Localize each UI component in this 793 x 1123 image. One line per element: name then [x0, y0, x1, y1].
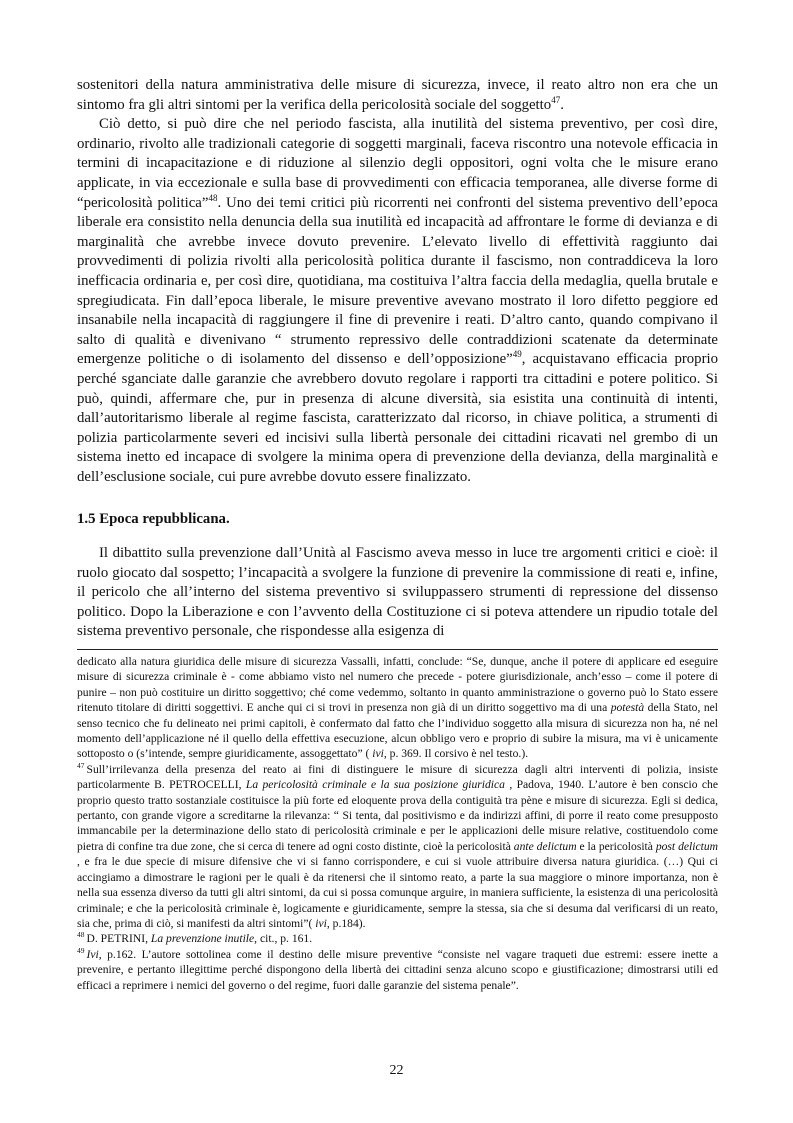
footnote-48: $^{48}$ D. PETRINI, La prevenzione inutile, cit., p. 161.: [77, 930, 313, 946]
footnote-number-47: 47: [77, 760, 85, 770]
footnote-number-49: 49: [77, 945, 85, 955]
section-body-text: [77, 544, 718, 642]
page-number: 22: [389, 1063, 404, 1078]
section-heading: 1.5 Epoca repubblicana.: [77, 511, 230, 527]
footnote-49: $^{49}$ Ivi, p.162. L’autore sottolinea come il destino delle misure preventive “consiste nel vagare traqueti due estremi: essere inette a prevenire, e pertanto illegittime perché dispongono della libertà dei cittadini senza alcuno scopo e giustificazione; dimostrarsi utili ed efficaci a reprimere i nemici del governo o del regime, fuori dalle garanzie del sistema penale”.: [77, 945, 718, 992]
main-body-text: [77, 76, 718, 487]
footnote-divider: [77, 649, 718, 650]
footnote-46-continuation: dedicato alla natura giuridica delle misure di sicurezza Vassalli, infatti, conclude: “Se, dunque, anche il potere di applicare ed eseguire misure di sicurezza criminale è - come abbiamo visto nel numero che precede - potere giurisdizionale, anch’esso – come il potere di punire – non può costituire un diritto soggettivo; ché come vedemmo, soltanto in quanto amministrazione o governo può lo Stato essere ritenuto titolare di diritti soggettivi. E anche qui ci si trovi in presenza non già di un diritto soggettivo ma di una potestà della Stato, nel senso tecnico che fu delineato nei primi capitoli, è confermato dal fatto che l’individuo soggetto alla misura di sicurezza non ha, né nel momento dell’applicazione né il quello della effettiva esecuzione, alcun obbligo vero e proprio di subire la misura, ma vi è unicamente sottoposto o (s’intende, sempre giuridicamente, assoggettato” ( ivi, p. 369. Il corsivo è nel testo.).: [77, 655, 718, 761]
footnote-47: $^{47}$ Sull’irrilevanza della presenza del reato ai fini di distinguere le misure di sicurezza dagli altri interventi di polizia, insiste particolarmente B. PETROCELLI, La pericolosità criminale e la sua posizione giuridica , Padova, 1940. L’autore è ben conscio che proprio questo tratto sostanziale costituisce la più forte ed eloquente prova della contiguità tra pène e misure di sicurezza. Egli si dedica, pertanto, con grande vigore a screditarne la rilevanza: “ Si tenta, dal positivismo e da indirizzi affini, di porre il reato come presupposto immancabile per la determinazione dello stato di pericolosità criminale e per le applicazioni delle misure relative, costituendolo come pietra di confine tra due zone, che si cerca di tenere ad ogni costo distinte, cioè la pericolosità ante delictum e la pericolosità post delictum , e fra le due specie di misure difensive che vi si fanno corrispondere, e cui si vuole attribuire diversa natura giuridica. (…) Qui ci accingiamo a dimostrare le ragioni per le quali è da ritenersi che il sintomo reato, a parte la sua maggiore o minore importanza, non è nella sua essenza diverso da tutti gli altri sintomi, da cui si possa comunque arguire, in maniera sufficiente, la esistenza di una pericolosità criminale; e che la pericolosità criminale è, logicamente e giuridicamente, sempre la stessa, sia che si desuma dal verificarsi di un reato, sia che, prima di ciò, si manifesti da altri sintomi”( ivi, p.184).: [77, 760, 719, 930]
footnote-ref-47[interactable]: 47: [551, 94, 561, 105]
paragraph-republican-era: Il dibattito sulla prevenzione dall’Unità al Fascismo aveva messo in luce tre argomenti critici e cioè: il ruolo giocato dal sospetto; l’incapacità a svolgere la funzione di prevenire la commissione di reati e, infine, il pericolo che all’interno del sistema preventivo si sviluppassero strumenti di repressione del dissenso politico. Dopo la Liberazione e con l’avvento della Costituzione ci si poteva attendere un ripudio totale del sistema preventivo personale, che rispondesse alla esigenza di: [77, 545, 718, 640]
footnote-number-48: 48: [77, 930, 85, 940]
footnote-ref-49[interactable]: 49: [512, 349, 522, 360]
paragraph-fascist-period: Ciò detto, si può dire che nel periodo fascista, alla inutilità del sistema preventivo, per così dire, ordinario, rivolto alle tradizionali categorie di soggetti marginali, faceva riscontro una notevole efficacia in termini di incapacitazione e di riduzione al silenzio degli oppositori, ogni volta che le misure erano applicate, in via eccezionale e sulla base di provvedimenti con efficacia temporanea, alle diverse forme di “pericolosità politica”$^{48}$. Uno dei temi critici più ricorrenti nei confronti del sistema preventivo dell’epoca liberale era consistito nella denuncia della sua inutilità ed incapacità ad affrontare le forme di devianza e di marginalità che avrebbe invece dovuto prevenire. L’elevato livello di effettività raggiunto dai provvedimenti di polizia rivolti alla pericolosità politica durante il fascismo, non contraddiceva la loro inefficacia ordinaria e, per così dire, quotidiana, ma costituiva l’altra faccia della medaglia, quella brutale e spregiudicata. Fin dall’epoca liberale, le misure preventive avevano mostrato il loro difetto peggiore ed insanabile nella incapacità di raggiungere il fine di prevenire i reati. D’altro canto, quando compivano il salto di qualità e divenivano “ strumento repressivo delle contraddizioni scatenate da determinate emergenze politiche o di isolamento del dissenso e dell’opposizione”$^{49}$, acquistavano efficacia proprio perché sganciate dalle garanzie che avrebbero dovuto regolare i rapporti tra cittadini e potere politico. Si può, quindi, affermare che, pur in presenza di alcune diversità, sia esistita una continuità di intenti, dall’autoritarismo liberale al regime fascista, caratterizzato dal ricorso, in chiave politica, a strumenti di polizia particolarmente severi ed incisivi sulla libertà personale dei cittadini ricavati nel grembo di un sistema inetto ed incapace di svolgere la minima opera di prevenzione della devianza, della marginalità e dell’esclusione sociale, cui pure avrebbe dovuto essere finalizzato.: [77, 116, 719, 485]
footnotes: [77, 654, 718, 993]
footnote-ref-48[interactable]: 48: [208, 192, 218, 203]
paragraph-continuation: sostenitori della natura amministrativa delle misure di sicurezza, invece, il reato altro non era che un sintomo fra gli altri sintomi per la verifica della pericolosità sociale del soggetto$^{47}$.: [77, 77, 718, 113]
